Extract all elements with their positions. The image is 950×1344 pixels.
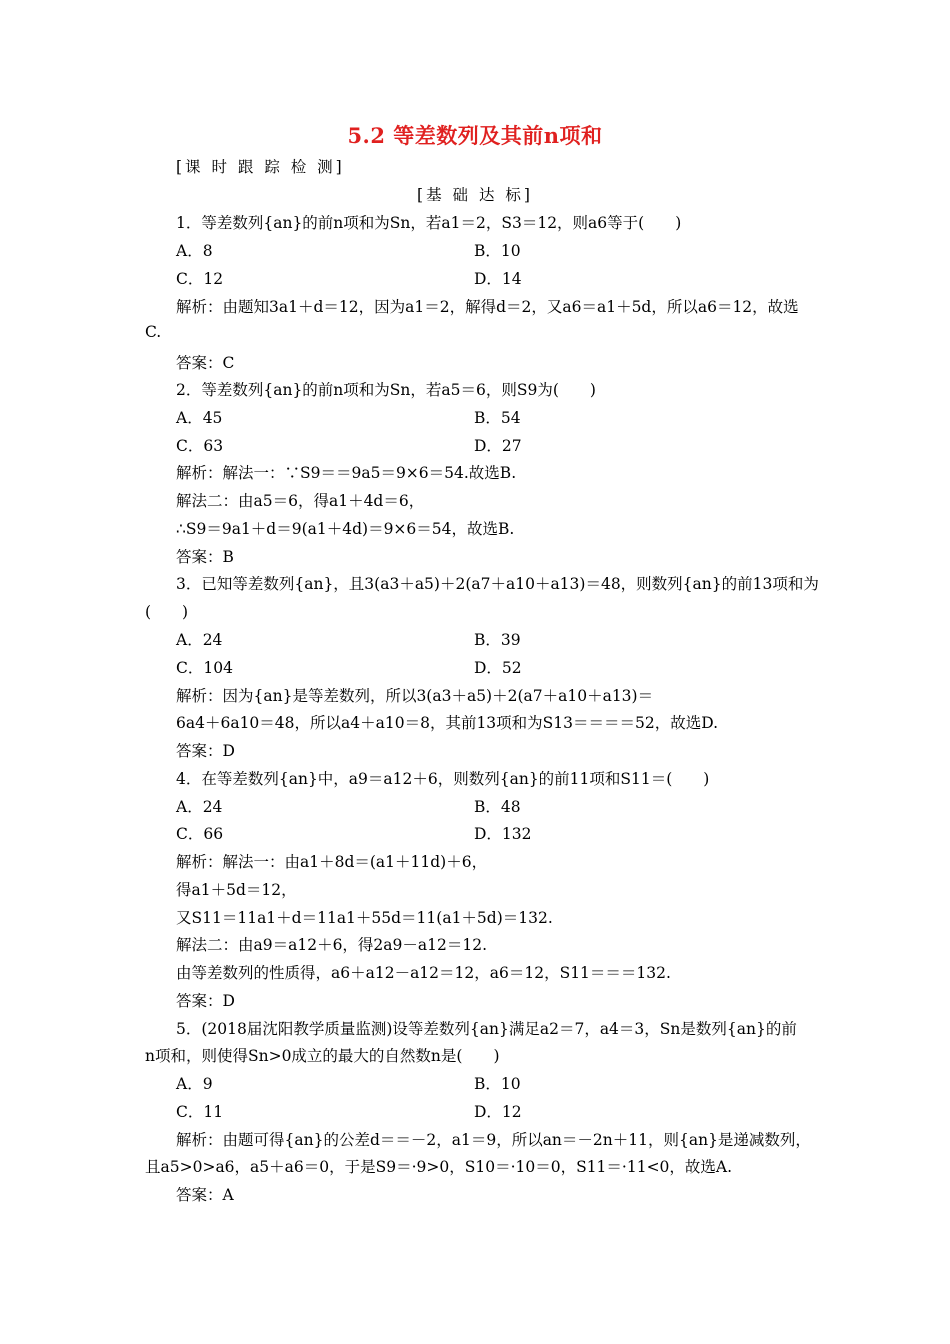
q3-solution-2: 6a4＋6a10＝48，所以a4＋a10＝8，其前13项和为S13＝＝＝＝52，故选D. [176,714,719,732]
q5-option-d: D．12 [474,1103,522,1121]
q3-option-b: B．39 [474,631,521,649]
q4-solution-2: 得a1＋5d＝12， [176,881,297,899]
q1-option-a: A．8 [176,242,213,260]
q2-option-d: D．27 [474,437,522,455]
q2-option-b: B．54 [474,409,521,427]
q1-option-d: D．14 [474,270,522,288]
q4-option-c: C．66 [176,825,224,843]
q4-solution-3: 又S11＝11a1＋d＝11a1＋55d＝11(a1＋5d)＝132. [176,909,553,927]
q2-option-a: A．45 [176,409,223,427]
q2-answer: 答案：B [176,548,234,566]
q4-answer: 答案：D [176,992,235,1010]
question-4: 4．在等差数列{an}中，a9＝a12＋6，则数列{an}的前11项和S11＝( ) [176,770,710,788]
q4-solution-5: 由等差数列的性质得，a6＋a12－a12＝12，a6＝12，S11＝＝＝132. [176,964,671,982]
q3-answer: 答案：D [176,742,235,760]
q4-option-b: B．48 [474,798,521,816]
q3-option-c: C．104 [176,659,233,677]
q4-solution-4: 解法二：由a9＝a12＋6，得2a9－a12＝12. [176,936,488,954]
q5-option-b: B．10 [474,1075,521,1093]
q4-option-d: D．132 [474,825,532,843]
q1-option-b: B．10 [474,242,521,260]
worksheet-tag: [课 时 跟 踪 检 测] [176,158,345,176]
q2-solution-1: 解析：解法一：∵S9＝＝9a5＝9×6＝54.故选B. [176,464,517,482]
question-5: 5．(2018届沈阳教学质量监测)设等差数列{an}满足a2＝7，a4＝3，Sn是数列{an}的前 [176,1020,797,1038]
q3-solution-1: 解析：因为{an}是等差数列，所以3(a3＋a5)＋2(a7＋a10＋a13)＝ [176,687,654,705]
q1-solution-cont: C. [145,323,162,341]
q2-solution-3: ∴S9＝9a1＋d＝9(a1＋4d)＝9×6＝54，故选B. [176,520,515,538]
q5-option-c: C．11 [176,1103,224,1121]
q1-answer: 答案：C [176,354,235,372]
section-heading: [基 础 达 标] [417,186,533,204]
question-3: 3．已知等差数列{an}，且3(a3＋a5)＋2(a7＋a10＋a13)＝48，则数列{an}的前13项和为 [176,575,819,593]
question-2: 2．等差数列{an}的前n项和为Sn，若a5＝6，则S9为( ) [176,381,596,399]
q5-solution-2: 且a5>0>a6，a5＋a6＝0，于是S9＝·9>0，S10＝·10＝0，S11＝·11<0，故选A. [145,1158,733,1176]
q1-option-c: C．12 [176,270,224,288]
q4-option-a: A．24 [176,798,223,816]
q2-option-c: C．63 [176,437,224,455]
question-3-cont: ( ) [145,603,189,621]
q5-solution-1: 解析：由题可得{an}的公差d＝＝－2，a1＝9，所以an＝－2n＋11，则{an}是递减数列， [176,1131,811,1149]
q2-solution-2: 解法二：由a5＝6，得a1＋4d＝6， [176,492,425,510]
q3-option-a: A．24 [176,631,223,649]
q5-option-a: A．9 [176,1075,213,1093]
q1-solution: 解析：由题知3a1＋d＝12，因为a1＝2，解得d＝2，又a6＝a1＋5d，所以a6＝12，故选 [176,298,799,316]
page-title: 5.2 等差数列及其前n项和 [347,123,603,148]
q4-solution-1: 解析：解法一：由a1＋8d＝(a1＋11d)＋6， [176,853,488,871]
question-5-cont: n项和，则使得Sn>0成立的最大的自然数n是( ) [145,1047,500,1065]
q5-answer: 答案：A [176,1186,234,1204]
question-1: 1．等差数列{an}的前n项和为Sn，若a1＝2，S3＝12，则a6等于( ) [176,214,682,232]
q3-option-d: D．52 [474,659,522,677]
